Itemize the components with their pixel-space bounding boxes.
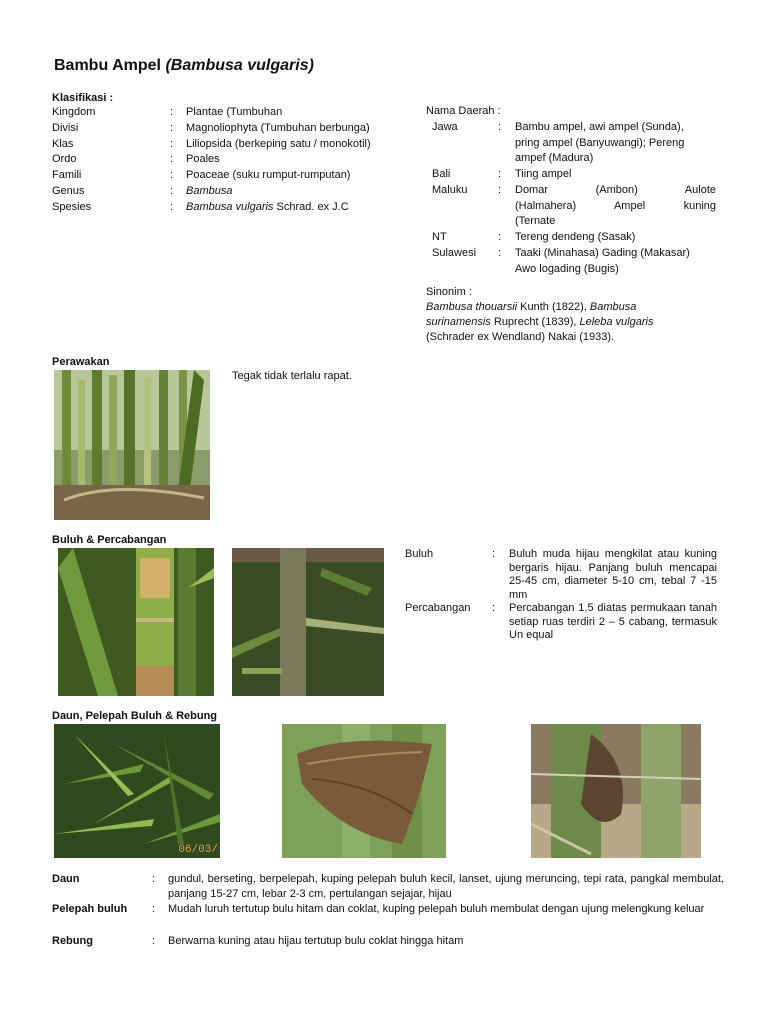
species-author: Schrad. ex J.C [273, 200, 349, 213]
daun-label: Pelepah buluh [52, 903, 128, 915]
daun-description: Berwarna kuning atau hijau tertutup bulu coklat hingga hitam [168, 935, 464, 947]
klasifikasi-value: Poales [186, 153, 220, 166]
perawakan-photo [54, 370, 210, 520]
daerah-name-line: pring ampel (Banyuwangi); Pereng [515, 136, 685, 149]
sinonim-species-2b: surinamensis [426, 316, 491, 328]
klasifikasi-separator: : [170, 121, 174, 134]
daerah-separator: : [498, 121, 502, 133]
klasifikasi-label: Klas [52, 137, 74, 150]
buluh-photo [58, 548, 214, 696]
daerah-name-line: Tiing ampel [515, 168, 572, 181]
daun-separator: : [152, 935, 156, 947]
daerah-name-line: Domar (Ambon) Aulote [515, 184, 716, 197]
klasifikasi-label: Kingdom [52, 106, 96, 118]
daun-separator: : [152, 873, 156, 885]
sinonim-heading: Sinonim : [426, 286, 472, 298]
page-title [54, 57, 314, 75]
klasifikasi-separator: : [170, 169, 174, 182]
klasifikasi-separator: : [170, 185, 174, 197]
klasifikasi-label: Famili [52, 169, 82, 182]
daerah-separator: : [498, 231, 502, 244]
sinonim-author-1: Kunth (1822), [517, 301, 590, 313]
daerah-name-line: (Ternate [515, 215, 556, 228]
daerah-name-line: Tereng dendeng (Sasak) [515, 231, 636, 244]
buluh-label: Buluh [405, 548, 434, 560]
daun-label: Rebung [52, 935, 93, 947]
klasifikasi-separator: : [170, 153, 174, 166]
klasifikasi-separator: : [170, 200, 174, 213]
daerah-name-line: Taaki (Minahasa) Gading (Makasar) [515, 247, 690, 260]
daerah-region: Sulawesi [432, 247, 477, 260]
daerah-separator: : [498, 168, 502, 181]
klasifikasi-label: Genus [52, 185, 85, 197]
sinonim-species-1: Bambusa thouarsii [426, 301, 518, 313]
klasifikasi-separator: : [170, 137, 174, 150]
daerah-separator: : [498, 184, 502, 197]
klasifikasi-value: Magnoliophyta (Tumbuhan berbunga) [186, 121, 370, 134]
klasifikasi-separator: : [170, 106, 174, 118]
daun-label: Daun [52, 873, 80, 885]
sinonim-text [426, 300, 726, 345]
nama-daerah-heading: Nama Daerah : [426, 105, 501, 117]
daerah-region: NT [432, 231, 447, 244]
klasifikasi-value: Plantae (Tumbuhan [186, 106, 283, 118]
sinonim-species-2a: Bambusa [589, 301, 637, 313]
klasifikasi-value [186, 199, 349, 215]
sinonim-author-3: (Schrader ex Wendland) Nakai (1933). [426, 331, 615, 343]
daerah-region: Jawa [432, 121, 458, 133]
klasifikasi-value: Liliopsida (berkeping satu / monokotil) [186, 137, 371, 150]
daun-description: gundul, berseting, berpelepah, kuping pelepah buluh kecil, lanset, ujung meruncing, tepi rata, pangkal membulat, panjang 15-27 cm, lebar 2-3 cm, pertulangan sejajar, hijau [168, 873, 724, 900]
klasifikasi-label: Divisi [52, 121, 79, 134]
buluh-description: Buluh muda hijau mengkilat atau kuning bergaris hijau. Panjang buluh mencapai 25-45 cm, diameter 5-10 cm, tebal 7 -15 mm [509, 548, 717, 601]
daun-separator: : [152, 903, 156, 915]
title-scientific: (Bambusa vulgaris) [165, 57, 314, 74]
sinonim-author-2: Ruprecht (1839), [490, 316, 580, 328]
daerah-region: Bali [432, 168, 451, 181]
daerah-separator: : [498, 247, 502, 260]
buluh-description: Percabangan 1,5 diatas permukaan tanah setiap ruas terdiri 2 – 5 cabang, termasuk Un equal [509, 602, 717, 642]
daun-heading: Daun, Pelepah Buluh & Rebung [52, 710, 218, 722]
buluh-label: Percabangan [405, 602, 471, 614]
title-common: Bambu Ampel [54, 57, 161, 74]
buluh-separator: : [492, 602, 496, 614]
rebung-photo [531, 724, 701, 858]
buluh-separator: : [492, 548, 496, 560]
klasifikasi-value: Bambusa [186, 185, 233, 197]
perawakan-heading: Perawakan [52, 356, 110, 368]
daerah-name-line: Bambu ampel, awi ampel (Sunda), [515, 121, 684, 133]
klasifikasi-label: Spesies [52, 200, 92, 213]
klasifikasi-heading: Klasifikasi : [52, 92, 114, 104]
daerah-name-line: Awo logading (Bugis) [515, 263, 619, 275]
daun-description: Mudah luruh tertutup bulu hitam dan coklat, kuping pelepah buluh membulat dengan ujung melengkung keluar [168, 903, 705, 915]
species-name: Bambusa vulgaris [186, 200, 274, 213]
sinonim-species-3: Leleba vulgaris [579, 316, 654, 328]
daerah-name-line: ampef (Madura) [515, 152, 594, 165]
percabangan-photo [232, 548, 384, 696]
daerah-region: Maluku [432, 184, 468, 197]
perawakan-text: Tegak tidak terlalu rapat. [232, 370, 352, 382]
pelepah-photo [282, 724, 446, 858]
klasifikasi-value: Poaceae (suku rumput-rumputan) [186, 169, 351, 182]
photo-date-stamp: 06/03/ [178, 844, 218, 856]
klasifikasi-label: Ordo [52, 153, 77, 166]
daun-photo [54, 724, 220, 858]
buluh-heading: Buluh & Percabangan [52, 534, 167, 546]
daerah-name-line: (Halmahera) Ampel kuning [515, 199, 716, 212]
